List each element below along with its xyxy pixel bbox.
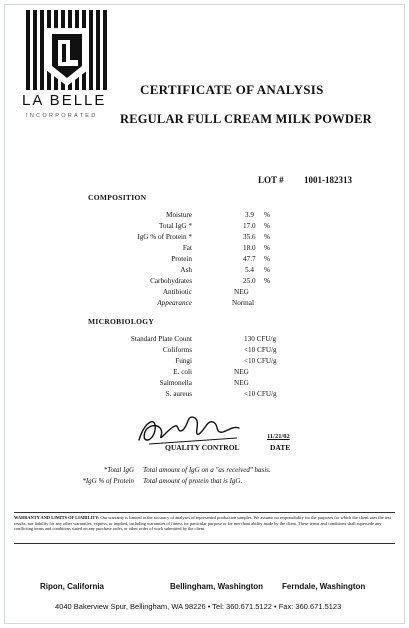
composition-value: 18.0 — [243, 244, 256, 252]
microbiology-label: Coliforms — [162, 346, 192, 354]
note-key: *IgG % of Protein — [82, 477, 134, 485]
composition-label: Ash — [180, 266, 192, 274]
composition-label: Carbohydrates — [150, 277, 192, 285]
composition-value: 35.6 — [243, 233, 256, 241]
warranty-text: Our warranty is limited to the accuracy of analyses of represented production samples. We assume no responsibility for the purposes for which the client uses the test results, nor liability for any other warranties, express, or implied, including warranties of fitness for particular purpose or for merchant ability made by the client. These terms and conditions shall supersede any conflicting terms and conditions stated on any purchase order, or other order of work submitted by the client. — [14, 515, 391, 532]
location-ripon: Ripon, California — [40, 582, 104, 591]
logo-name: LA BELLE — [22, 92, 107, 109]
microbiology-value: NEG — [234, 368, 249, 376]
composition-unit: % — [264, 233, 270, 241]
composition-unit: % — [264, 244, 270, 252]
microbiology-label: S. aureus — [165, 390, 192, 398]
composition-value: 25.0 — [243, 277, 256, 285]
lot-label: LOT # — [258, 175, 284, 185]
date-value: 11/21/02 — [267, 433, 290, 440]
logo-subtitle: INCORPORATED — [26, 113, 98, 119]
composition-value: 3.9 — [245, 211, 254, 219]
microbiology-label: Salmonella — [159, 379, 192, 387]
lot-number: 1001-182313 — [304, 175, 352, 185]
product-name: REGULAR FULL CREAM MILK POWDER — [120, 112, 372, 126]
microbiology-label: E. coli — [173, 368, 192, 376]
warranty-heading: WARRANTY AND LIMITS OF LIABILITY: — [14, 515, 100, 520]
composition-label: Antibiotic — [162, 288, 192, 296]
microbiology-label: Standard Plate Count — [130, 335, 192, 343]
composition-label: Appearance — [157, 299, 192, 307]
composition-value: 17.0 — [243, 222, 256, 230]
composition-unit: % — [264, 255, 270, 263]
composition-label: Fat — [182, 244, 192, 252]
composition-unit: % — [264, 211, 270, 219]
microbiology-value: NEG — [234, 379, 249, 387]
document-title: CERTIFICATE OF ANALYSIS — [140, 82, 324, 97]
quality-control-label: QUALITY CONTROL — [165, 443, 240, 452]
footer-address: 4040 Bakerview Spur, Bellingham, WA 98226 • Tel: 360.671.5122 • Fax: 360.671.5123 — [55, 602, 342, 611]
note-text: Total amount of IgG on a "as received" basis. — [143, 466, 271, 474]
composition-value: Normal — [232, 299, 254, 307]
composition-label: Total IgG * — [158, 222, 192, 230]
composition-label: Protein — [171, 255, 192, 263]
composition-heading: COMPOSITION — [88, 193, 147, 202]
microbiology-value: <10 CFU/g — [244, 346, 277, 354]
composition-label: Moisture — [166, 211, 192, 219]
location-bellingham: Bellingham, Washington — [170, 582, 264, 591]
composition-value: 47.7 — [243, 255, 256, 263]
composition-unit: % — [264, 277, 270, 285]
warranty-top-rule — [14, 512, 395, 513]
microbiology-value: <10 CFU/g — [244, 357, 277, 365]
note-key: *Total IgG — [103, 466, 134, 474]
microbiology-heading: MICROBIOLOGY — [88, 317, 155, 326]
location-ferndale: Ferndale, Washington — [282, 582, 366, 591]
warranty-block — [14, 515, 395, 532]
composition-label: IgG % of Protein * — [137, 233, 192, 241]
microbiology-label: Fungi — [175, 357, 192, 365]
warranty-bottom-rule — [14, 543, 395, 544]
microbiology-value: 130 CFU/g — [244, 335, 277, 343]
composition-value: NEG — [234, 288, 249, 296]
date-label: DATE — [270, 443, 291, 452]
composition-unit: % — [264, 222, 270, 230]
composition-value: 5.4 — [245, 266, 254, 274]
composition-unit: % — [264, 266, 270, 274]
microbiology-value: <10 CFU/g — [244, 390, 277, 398]
note-text: Total amount of protein that is IgG. — [143, 477, 243, 485]
